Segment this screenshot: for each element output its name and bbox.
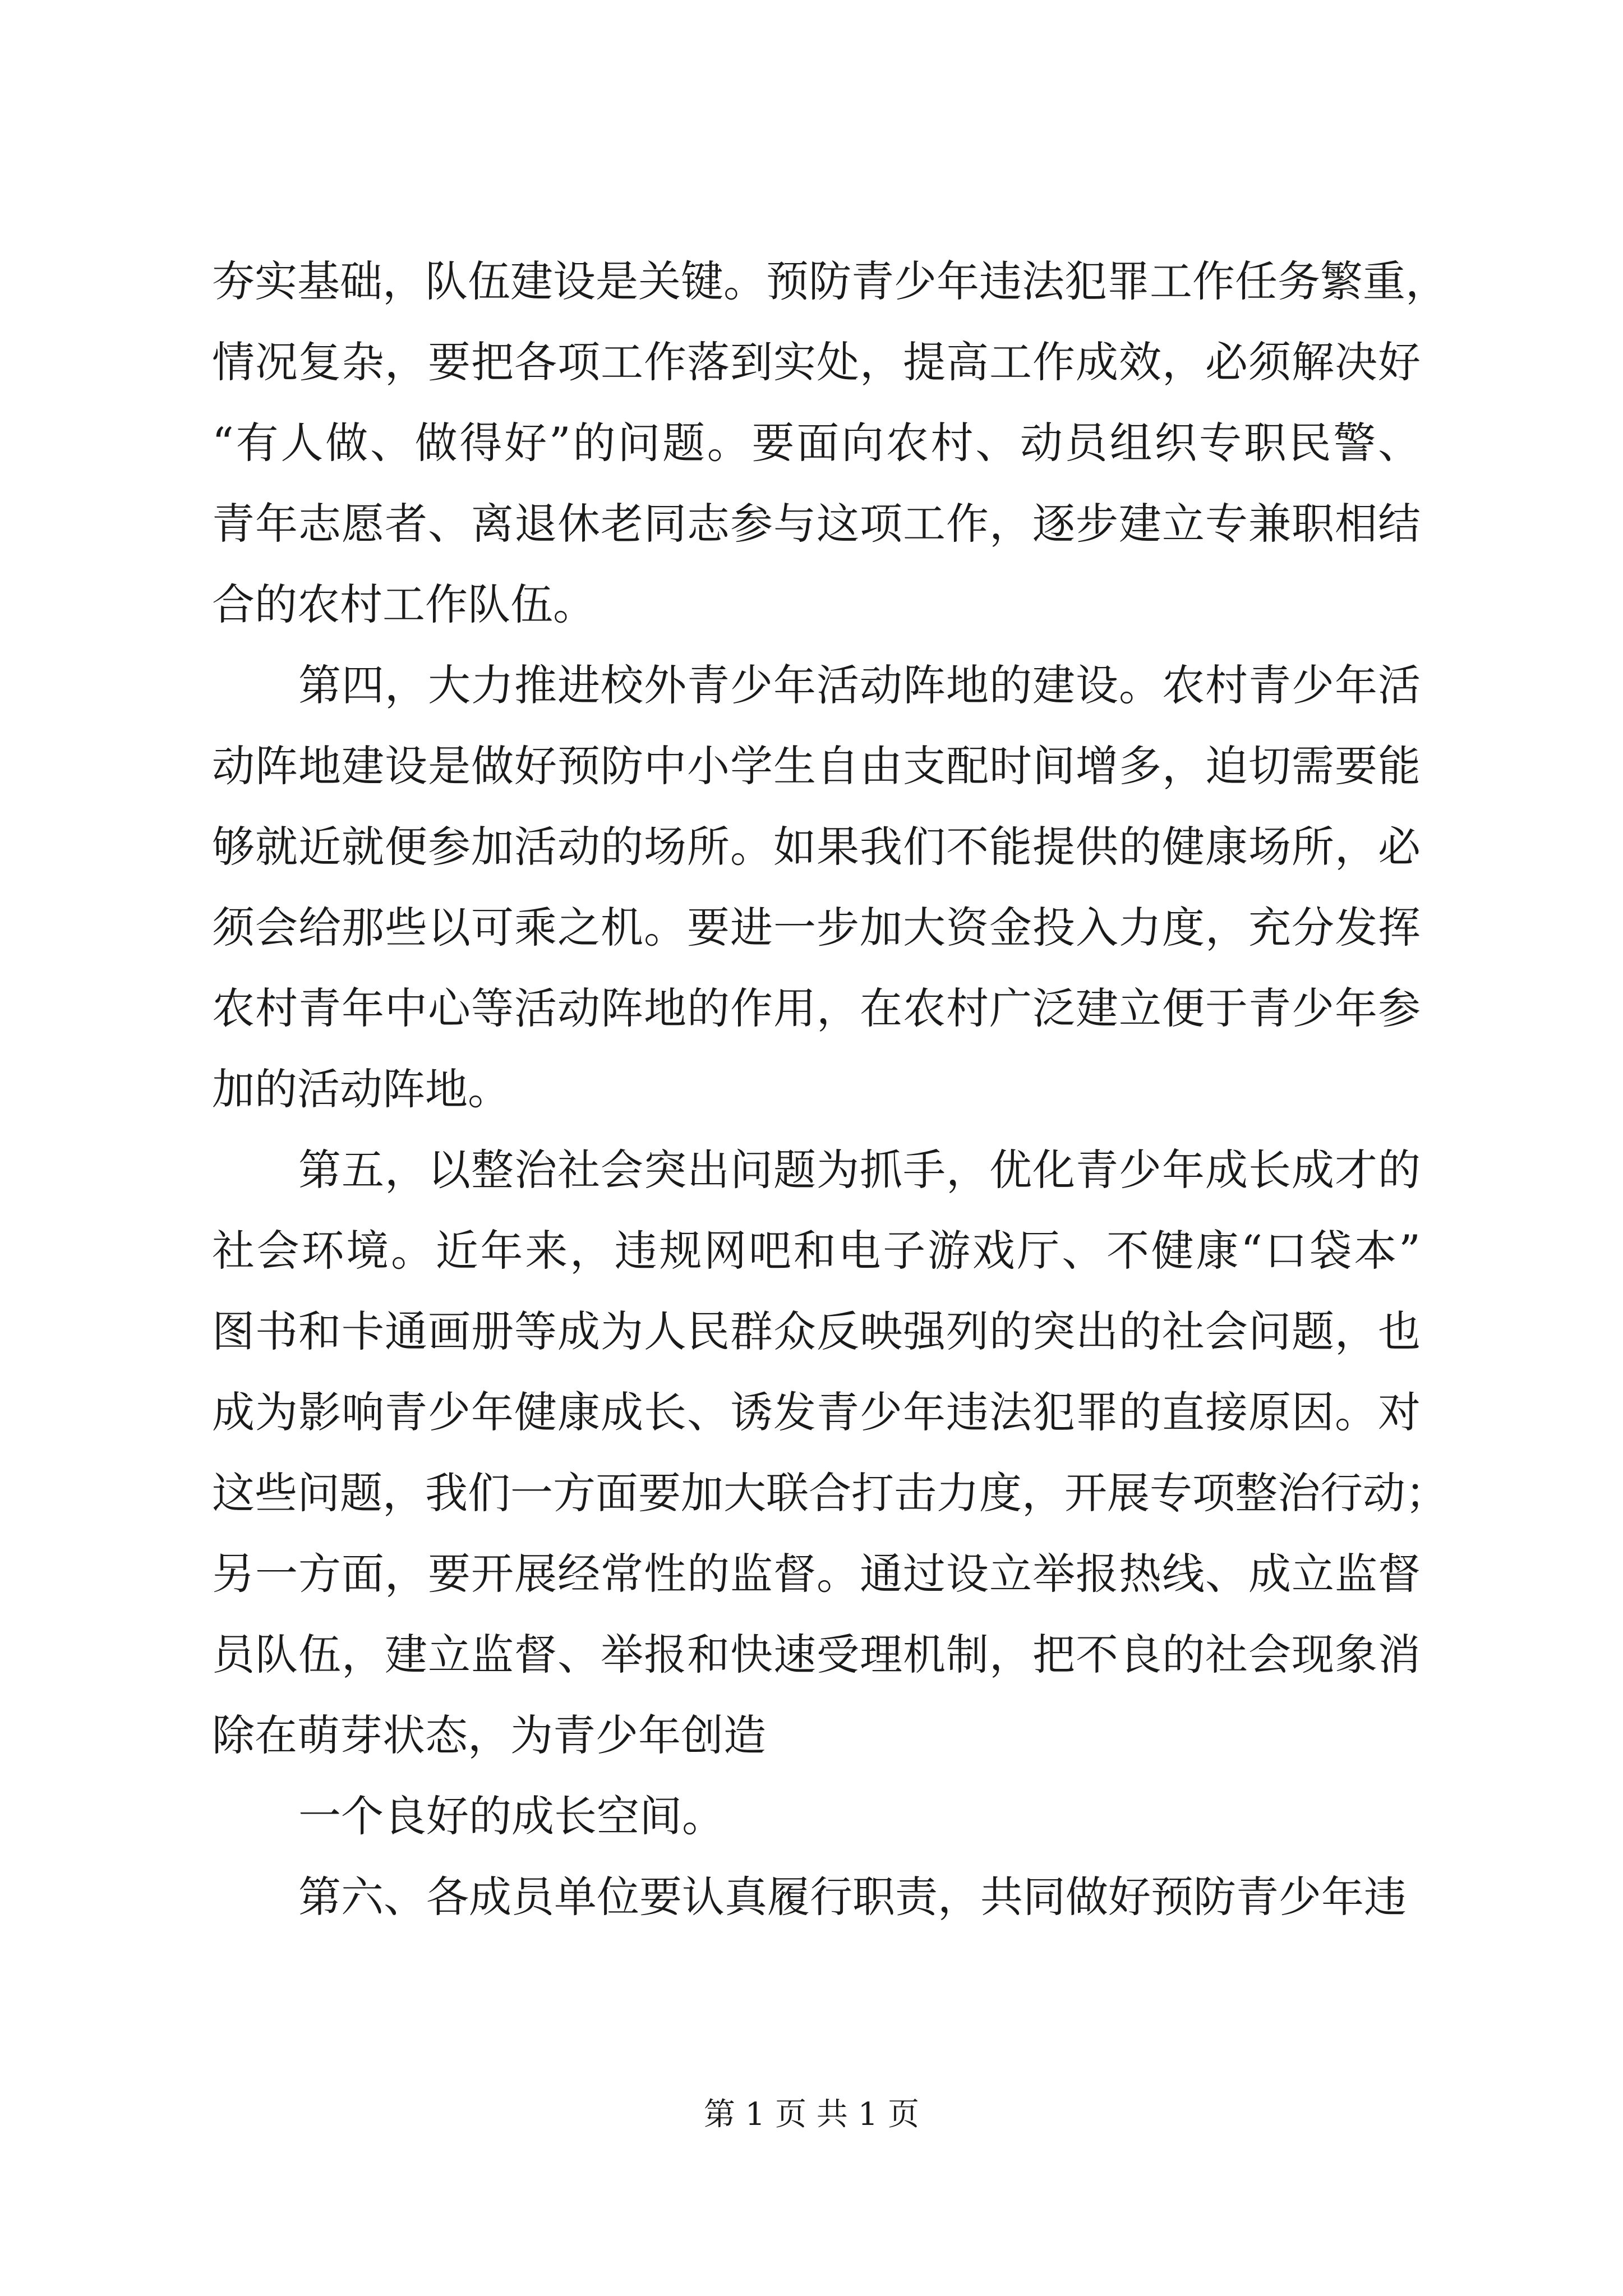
text-line-4: 青年志愿者、离退休老同志参与这项工作，逐步建立专兼职相结 [212, 499, 1421, 549]
paragraph-5-line-7: 员队伍，建立监督、举报和快速受理机制，把不良的社会现象消 [212, 1630, 1421, 1680]
paragraph-5-line-3: 图书和卡通画册等成为人民群众反映强列的突出的社会问题，也 [212, 1306, 1421, 1356]
paragraph-6-line-1: 第六、各成员单位要认真履行职责，共同做好预防青少年违 [298, 1872, 1407, 1922]
text-line-3: “有人做、做得好”的问题。要面向农村、动员组织专职民警、 [212, 418, 1421, 468]
paragraph-4-line-3: 够就近就便参加活动的场所。如果我们不能提供的健康场所，必 [212, 822, 1421, 872]
text-line-2: 情况复杂，要把各项工作落到实处，提高工作成效，必须解决好 [212, 337, 1421, 387]
paragraph-4-line-5: 农村青年中心等活动阵地的作用，在农村广泛建立便于青少年参 [212, 983, 1421, 1033]
paragraph-5-line-5: 这些问题，我们一方面要加大联合打击力度，开展专项整治行动； [212, 1468, 1448, 1518]
paragraph-5-line-2: 社会环境。近年来，违规网吧和电子游戏厅、不健康“口袋本” [212, 1226, 1421, 1276]
text-line-5: 合的农村工作队伍。 [212, 579, 596, 629]
paragraph-5-line-1: 第五，以整治社会突出问题为抓手，优化青少年成长成才的 [298, 1145, 1421, 1195]
paragraph-5-line-4: 成为影响青少年健康成长、诱发青少年违法犯罪的直接原因。对 [212, 1387, 1421, 1437]
document-body [212, 241, 1448, 1938]
paragraph-5-line-8: 除在萌芽状态，为青少年创造 [212, 1710, 766, 1760]
paragraph-4-line-6: 加的活动阵地。 [212, 1064, 510, 1114]
text-line-1: 夯实基础，队伍建设是关键。预防青少年违法犯罪工作任务繁重， [212, 256, 1448, 306]
paragraph-5-line-6: 另一方面，要开展经常性的监督。通过设立举报热线、成立监督 [212, 1549, 1421, 1599]
page-footer: 第 1 页 共 1 页 [703, 2096, 920, 2133]
paragraph-4-line-2: 动阵地建设是做好预防中小学生自由支配时间增多，迫切需要能 [212, 741, 1421, 791]
paragraph-5-continuation: 一个良好的成长空间。 [298, 1791, 725, 1841]
paragraph-4-line-1: 第四，大力推进校外青少年活动阵地的建设。农村青少年活 [298, 660, 1421, 710]
paragraph-4-line-4: 须会给那些以可乘之机。要进一步加大资金投入力度，充分发挥 [212, 903, 1421, 953]
